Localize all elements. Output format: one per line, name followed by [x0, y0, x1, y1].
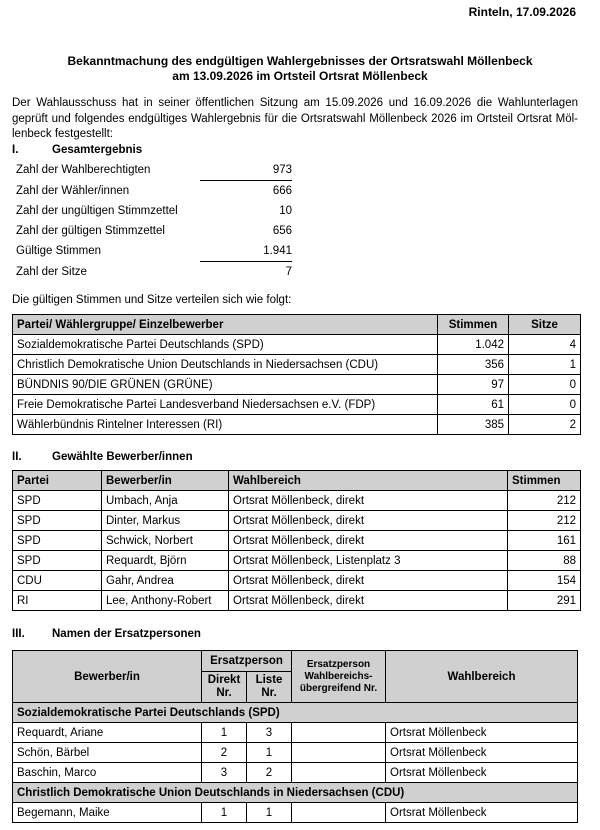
summary-row: [16, 221, 292, 241]
header-votes: Stimmen: [438, 315, 509, 335]
cell-candidate: Schwick, Norbert: [102, 531, 229, 551]
party-seats: 0: [509, 395, 581, 415]
summary-label: Zahl der ungültigen Stimmzettel: [16, 205, 178, 217]
table-row: [13, 551, 581, 571]
cell-votes: 154: [508, 571, 581, 591]
distribution-note: Die gültigen Stimmen und Sitze verteilen sich wie folgt:: [12, 294, 292, 306]
cell-candidate: Begemann, Maike: [13, 803, 202, 823]
cell-candidate: Requardt, Ariane: [13, 723, 202, 743]
table-row: [13, 375, 581, 395]
summary-value: 1.941: [263, 245, 292, 257]
summary-table: [16, 160, 292, 282]
cell-list-nr: 1: [247, 803, 292, 823]
summary-label: Zahl der gültigen Stimmzettel: [16, 225, 165, 237]
cell-list-nr: 1: [247, 743, 292, 763]
table-row: [13, 511, 581, 531]
cell-candidate: Schön, Bärbel: [13, 743, 202, 763]
cell-candidate: Requardt, Björn: [102, 551, 229, 571]
summary-row: [16, 181, 292, 202]
party-name: Sozialdemokratische Partei Deutschlands (SPD): [13, 335, 438, 355]
cell-area: Ortsrat Möllenbeck, direkt: [229, 571, 508, 591]
table-row: [13, 723, 578, 743]
summary-label: Zahl der Wahlberechtigten: [16, 164, 151, 177]
summary-label: Zahl der Wähler/innen: [16, 184, 130, 197]
section-1-title: Gesamtergebnis: [52, 144, 143, 156]
party-group-name: Christlich Demokratische Union Deutschlands in Niedersachsen (CDU): [13, 783, 578, 803]
cell-area: Ortsrat Möllenbeck, direkt: [229, 491, 508, 511]
party-name: Freie Demokratische Partei Landesverband Niedersachsen e.V. (FDP): [13, 395, 438, 415]
summary-label: Gültige Stimmen: [16, 245, 102, 258]
table-row: [13, 395, 581, 415]
header-direct-nr: Direkt Nr.: [202, 672, 247, 703]
cell-list-nr: 3: [247, 723, 292, 743]
table-row: [13, 531, 581, 551]
substitutes-table: [12, 650, 578, 823]
cell-candidate: Dinter, Markus: [102, 511, 229, 531]
table-header-row: [13, 471, 581, 491]
cell-votes: 212: [508, 491, 581, 511]
party-votes: 97: [438, 375, 509, 395]
section-2-title: Gewählte Bewerber/innen: [52, 451, 193, 463]
table-row: [13, 355, 581, 375]
table-header-row: [13, 651, 578, 672]
header-cross-area: Ersatzperson Wahlbereichs-übergreifend Nr.: [292, 651, 386, 703]
header-candidate: Bewerber/in: [13, 651, 202, 703]
header-candidate: Bewerber/in: [102, 471, 229, 491]
cell-area: Ortsrat Möllenbeck: [386, 723, 578, 743]
document-title: [0, 54, 600, 84]
cell-party: SPD: [13, 491, 102, 511]
section-1-heading: [12, 144, 142, 156]
cell-cross-nr: [292, 763, 386, 783]
cell-party: SPD: [13, 531, 102, 551]
party-votes: 385: [438, 415, 509, 435]
party-votes: 61: [438, 395, 509, 415]
summary-value: 656: [272, 225, 292, 237]
table-row: [13, 803, 578, 823]
header-area: Wahlbereich: [229, 471, 508, 491]
header-substitute: Ersatzperson: [202, 651, 292, 672]
cell-party: CDU: [13, 571, 102, 591]
cell-candidate: Gahr, Andrea: [102, 571, 229, 591]
section-2-heading: [12, 451, 193, 463]
cell-candidate: Baschin, Marco: [13, 763, 202, 783]
header-area: Wahlbereich: [386, 651, 578, 703]
title-line-2: am 13.09.2026 im Ortsteil Ortsrat Möllenbeck: [172, 69, 428, 83]
elected-candidates-table: [12, 470, 581, 611]
table-row: [13, 763, 578, 783]
party-name: BÜNDNIS 90/DIE GRÜNEN (GRÜNE): [13, 375, 438, 395]
cell-area: Ortsrat Möllenbeck, Listenplatz 3: [229, 551, 508, 571]
party-seats: 4: [509, 335, 581, 355]
table-row: [13, 743, 578, 763]
summary-value: 10: [279, 205, 292, 217]
table-row: [13, 335, 581, 355]
header-list-nr: Liste Nr.: [247, 672, 292, 703]
cell-area: Ortsrat Möllenbeck: [386, 763, 578, 783]
cell-party: SPD: [13, 551, 102, 571]
cell-direct-nr: 1: [202, 723, 247, 743]
cell-candidate: Umbach, Anja: [102, 491, 229, 511]
summary-row: [16, 160, 292, 181]
table-row: [13, 491, 581, 511]
table-row: [13, 591, 581, 611]
cell-party: SPD: [13, 511, 102, 531]
cell-cross-nr: [292, 803, 386, 823]
party-seats: 1: [509, 355, 581, 375]
party-group-row: [13, 783, 578, 803]
summary-row: [16, 262, 292, 283]
summary-value: 973: [272, 164, 292, 176]
table-row: [13, 571, 581, 591]
cell-area: Ortsrat Möllenbeck, direkt: [229, 511, 508, 531]
cell-area: Ortsrat Möllenbeck, direkt: [229, 591, 508, 611]
section-2-number: II.: [12, 451, 22, 463]
table-row: [13, 415, 581, 435]
header-votes: Stimmen: [508, 471, 581, 491]
party-name: Wählerbündnis Rintelner Interessen (RI): [13, 415, 438, 435]
header-party: Partei: [13, 471, 102, 491]
party-name: Christlich Demokratische Union Deutschlands in Niedersachsen (CDU): [13, 355, 438, 375]
cell-votes: 212: [508, 511, 581, 531]
cell-direct-nr: 2: [202, 743, 247, 763]
cell-direct-nr: 1: [202, 803, 247, 823]
header-party: Partei/ Wählergruppe/ Einzelbewerber: [13, 315, 438, 335]
cell-list-nr: 2: [247, 763, 292, 783]
section-3-number: III.: [12, 628, 25, 640]
summary-value: 666: [200, 181, 292, 202]
cell-area: Ortsrat Möllenbeck, direkt: [229, 531, 508, 551]
summary-row: [16, 241, 292, 262]
header-seats: Sitze: [509, 315, 581, 335]
cell-area: Ortsrat Möllenbeck: [386, 803, 578, 823]
intro-paragraph: Der Wahlausschuss hat in seiner öffentlichen Sitzung am 15.09.2026 und 16.09.2026 die Wahlunterlagen geprüft und folgendes endgültiges Wahlergebnis für die Ortsratswahl Möllenbeck 2026 im Ortsteil Ortsrat Möl-lenbeck festgestellt:: [12, 97, 578, 140]
section-3-heading: [12, 628, 201, 640]
summary-label: Zahl der Sitze: [16, 265, 87, 278]
cell-cross-nr: [292, 723, 386, 743]
cell-area: Ortsrat Möllenbeck: [386, 743, 578, 763]
summary-row: [16, 201, 292, 221]
cell-cross-nr: [292, 743, 386, 763]
title-line-1: Bekanntmachung des endgültigen Wahlergebnisses der Ortsratswahl Möllenbeck: [67, 54, 533, 68]
party-seats: 0: [509, 375, 581, 395]
cell-candidate: Lee, Anthony-Robert: [102, 591, 229, 611]
party-votes: 1.042: [438, 335, 509, 355]
section-3-title: Namen der Ersatzpersonen: [52, 628, 201, 640]
dateline: Rinteln, 17.09.2026: [468, 5, 576, 19]
cell-votes: 291: [508, 591, 581, 611]
party-group-row: [13, 703, 578, 723]
party-votes: 356: [438, 355, 509, 375]
cell-votes: 88: [508, 551, 581, 571]
cell-votes: 161: [508, 531, 581, 551]
party-group-name: Sozialdemokratische Partei Deutschlands (SPD): [13, 703, 578, 723]
section-1-number: I.: [12, 144, 19, 156]
party-seats: 2: [509, 415, 581, 435]
table-header-row: [13, 315, 581, 335]
cell-direct-nr: 3: [202, 763, 247, 783]
cell-party: RI: [13, 591, 102, 611]
summary-value: 7: [200, 262, 292, 283]
party-results-table: [12, 314, 581, 435]
